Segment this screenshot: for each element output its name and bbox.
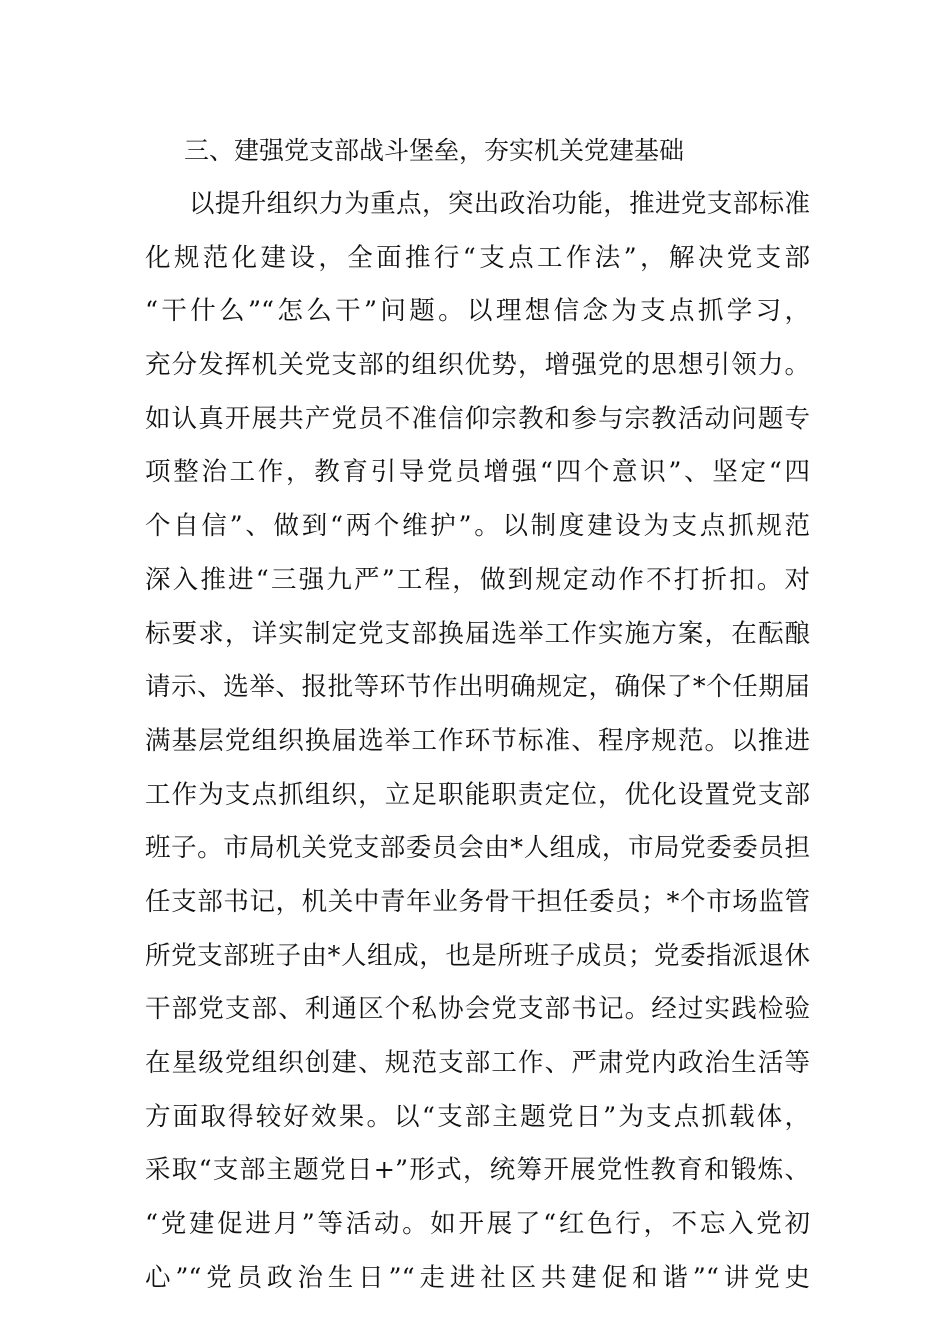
paragraph-line: 以提升组织力为重点，突出政治功能，推进党支部标准 <box>189 189 810 219</box>
paragraph-line: “干什么”“怎么干”问题。以理想信念为支点抓学习， <box>145 296 810 327</box>
paragraph-line: 工作为支点抓组织，立足职能职责定位，优化设置党支部 <box>145 779 810 810</box>
paragraph-line: 如认真开展共产党员不准信仰宗教和参与宗教活动问题专 <box>145 403 810 434</box>
paragraph-line: 请示、选举、报批等环节作出明确规定，确保了*个任期届 <box>145 672 810 703</box>
paragraph-line: 班子。市局机关党支部委员会由*人组成，市局党委委员担 <box>145 833 810 864</box>
paragraph-line: 个自信”、做到“两个维护”。以制度建设为支点抓规范 <box>145 511 810 542</box>
paragraph-line: 在星级党组织创建、规范支部工作、严肃党内政治生活等 <box>145 1048 810 1078</box>
paragraph-line: “党建促进月”等活动。如开展了“红色行，不忘入党初 <box>145 1209 810 1240</box>
paragraph-line: 任支部书记，机关中青年业务骨干担任委员；*个市场监管 <box>145 886 810 917</box>
paragraph-line: 方面取得较好效果。以“支部主题党日”为支点抓载体， <box>145 1101 810 1132</box>
paragraph-line: 充分发挥机关党支部的组织优势，增强党的思想引领力。 <box>145 350 810 381</box>
paragraph-line: 所党支部班子由*人组成，也是所班子成员；党委指派退休 <box>145 940 810 971</box>
paragraph-line: 项整治工作，教育引导党员增强“四个意识”、坚定“四 <box>145 457 810 488</box>
paragraph-line: 化规范化建设，全面推行“支点工作法”，解决党支部 <box>145 242 810 273</box>
section-heading: 三、建强党支部战斗堡垒，夯实机关党建基础 <box>184 136 685 165</box>
paragraph-line: 干部党支部、利通区个私协会党支部书记。经过实践检验 <box>145 994 810 1025</box>
paragraph-line: 采取“支部主题党日+”形式，统筹开展党性教育和锻炼、 <box>145 1155 810 1186</box>
body-paragraph <box>145 178 810 1305</box>
paragraph-line: 满基层党组织换届选举工作环节标准、程序规范。以推进 <box>145 725 810 756</box>
paragraph-line: 心”“党员政治生日”“走进社区共建促和谐”“讲党史 <box>145 1262 810 1293</box>
paragraph-line: 标要求，详实制定党支部换届选举工作实施方案，在酝酿 <box>145 618 810 649</box>
paragraph-line: 深入推进“三强九严”工程，做到规定动作不打折扣。对 <box>145 564 810 595</box>
